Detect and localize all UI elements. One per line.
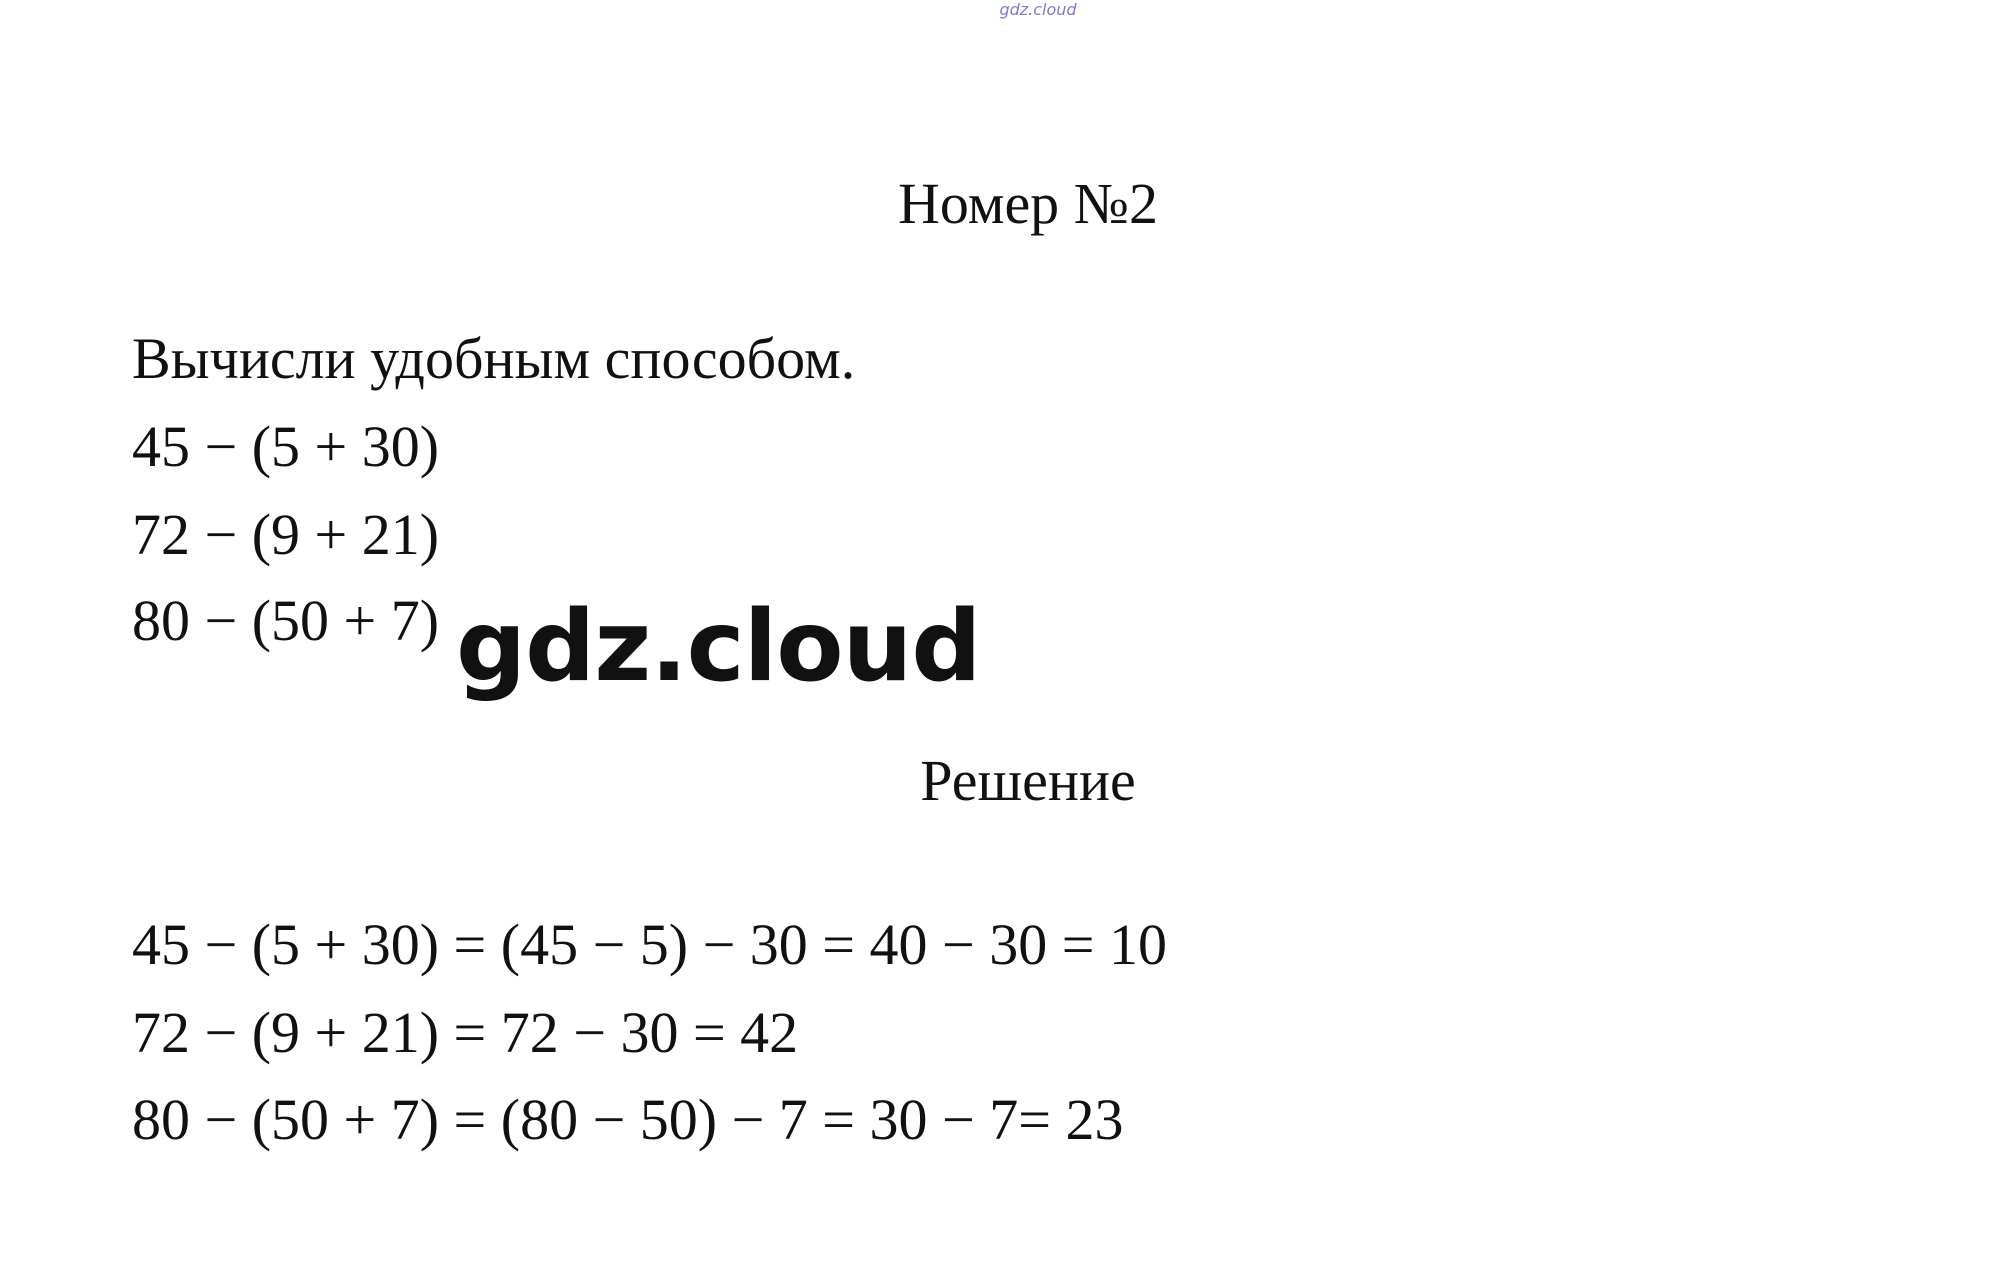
solution-line-1: 45 − (5 + 30) = (45 − 5) − 30 = 40 − 30 = 10 xyxy=(132,912,1167,977)
task-instruction: Вычисли удобным способом. xyxy=(132,326,856,391)
gdz-watermark-logo: gdz.cloud xyxy=(456,590,981,704)
task-expression-3: 80 − (50 + 7) xyxy=(132,588,440,653)
solution-line-2: 72 − (9 + 21) = 72 − 30 = 42 xyxy=(132,1000,799,1065)
solution-line-3: 80 − (50 + 7) = (80 − 50) − 7 = 30 − 7= 23 xyxy=(132,1087,1124,1152)
task-expression-2: 72 − (9 + 21) xyxy=(132,502,440,567)
task-title: Номер №2 xyxy=(897,171,1159,236)
solution-title: Решение xyxy=(920,748,1136,813)
top-watermark: gdz.cloud xyxy=(999,0,1077,19)
task-expression-1: 45 − (5 + 30) xyxy=(132,414,440,479)
